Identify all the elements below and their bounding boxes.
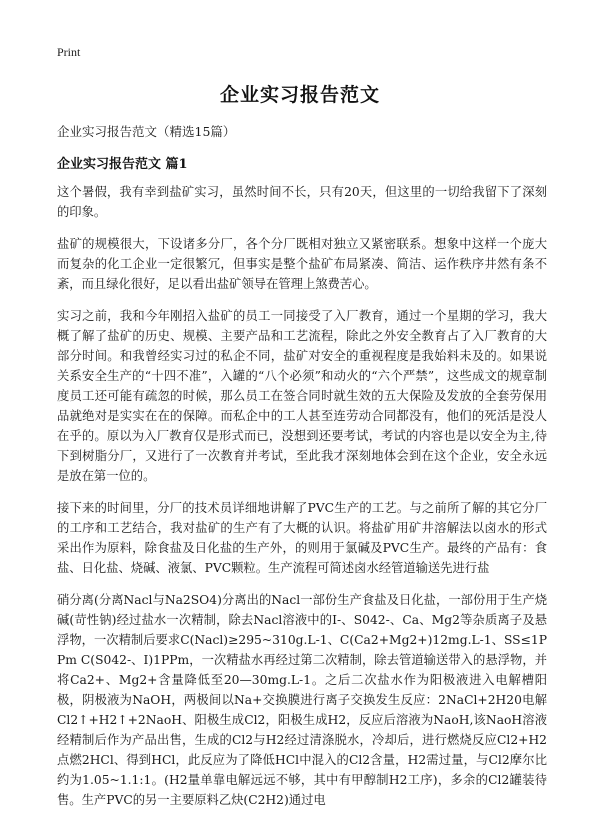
page-title: 企业实习报告范文 — [219, 84, 380, 106]
paragraph-4: 接下来的时间里，分厂的技术员详细地讲解了PVC生产的工艺。与之前所了解的其它分厂的工序和工艺结合，我对盐矿的生产有了大概的认识。将盐矿用矿井溶解法以卤水的形式采出作为原料，除食盐及日化盐的生产外，的则用于氯碱及PVC生产。最终的产品有：食盐、日化盐、烧碱、液氯、PVC颗粒。生产流程可简述卤水经管道输送先进行盐 — [57, 501, 547, 575]
print-link[interactable]: Print — [57, 45, 81, 59]
paragraph-1: 这个暑假，我有幸到盐矿实习，虽然时间不长，只有20天，但这里的一切给我留下了深刻的印象。 — [57, 185, 547, 219]
document-subtitle: 企业实习报告范文（精选15篇） — [57, 124, 236, 139]
section-heading: 企业实习报告范文 篇1 — [57, 157, 188, 172]
paragraph-3: 实习之前，我和今年刚招入盐矿的员工一同接受了入厂教育，通过一个星期的学习，我大概了解了盐矿的历史、规模、主要产品和工艺流程，除此之外安全教育占了入厂教育的大部分时间。和我曾经实习过的私企不同，盐矿对安全的重视程度是我始料未及的。如果说关系安全生产的“十四不准”，入罐的“八个必须”和动火的“六个严禁”，这些成文的规章制度员工还可能有疏忽的时候，那么员工在签合同时就生效的五大保险及发放的全套劳保用品就绝对是实实在在的保障。而私企中的工人甚至连劳动合同都没有，他们的死活是没人在乎的。原以为入厂教育仅是形式而已，没想到还要考试，考试的内容也是以安全为主,待下到树脂分厂，又进行了一次教育并考试，至此我才深刻地体会到在这个企业，安全永远是放在第一位的。 — [57, 309, 547, 483]
paragraph-2: 盐矿的规模很大，下设诸多分厂，各个分厂既相对独立又紧密联系。想象中这样一个庞大而复杂的化工企业一定很繁冗，但事实是整个盐矿布局紧凑、简洁、运作秩序井然有条不紊，而且绿化很好，足以看出盐矿领导在管理上煞费苦心。 — [57, 237, 547, 291]
article-body — [57, 182, 547, 822]
paragraph-5: 硝分离(分离Nacl与Na2SO4)分离出的Nacl一部份生产食盐及日化盐，一部份用于生产烧碱(苛性钠)经过盐水一次精制，除去Nacl溶液中的I-、S042-、Ca、Mg2等杂质离子及悬浮物，一次精制后要求C(Nacl)≥295~310g.L-1、C(Ca2+Mg2+)12mg.L-1、SS≤1PPm C(S042-、I)1PPm，一次精盐水再经过第二次精制，除去管道输送带入的悬浮物，并将Ca2+、Mg2+含量降低至20—30mg.L-1。之后二次盐水作为阳极液进入电解槽阳极，阴极液为NaOH，两极间以Na+交换膜进行离子交换发生反应：2NaCl+2H20电解 Cl2↑+H2↑+2NaoH、阳极生成Cl2，阳极生成H2，反应后溶液为NaoH,该NaoH溶液经精制后作为产品出售，生成的Cl2与H2经过清涤脱水，冷却后，进行燃烧反应Cl2+H2点燃2HCl、得到HCl，此反应为了降低HCl中混入的Cl2含量，H2需过量，与Cl2摩尔比约为1.05~1.1:1。(H2量单靠电解远远不够，其中有甲醇制H2工序)，多余的Cl2罐装待售。生产PVC的另一主要原料乙炔(C2H2)通过电 — [57, 593, 547, 807]
